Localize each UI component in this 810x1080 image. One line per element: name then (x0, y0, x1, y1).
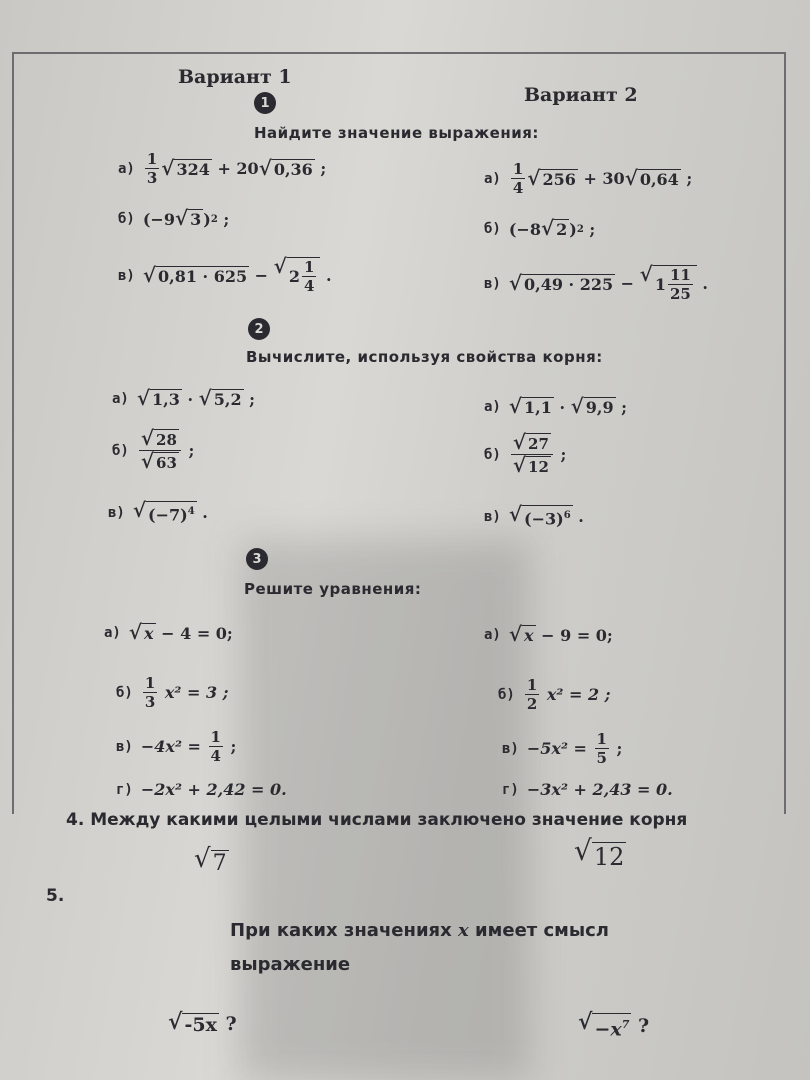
task5-expr1: √ -5x ? (168, 1009, 237, 1036)
task4-root2: √ 12 (574, 834, 625, 871)
task3-badge: 3 (246, 548, 268, 570)
task4-title: 4. Между какими целыми числами заключено значение корня (66, 810, 688, 830)
t3-v1-a: а) √ x − 4 = 0; (104, 620, 233, 644)
task1-badge: 1 (254, 92, 276, 114)
t1-v2-a: а) $\frac{1}{4}$ √ 256 + 30 √ 0,64 ; (484, 160, 693, 197)
t2-v1-c: в) √ $(-7)^4$ . (108, 498, 208, 525)
t3-v2-b: б) $\frac{1}{2}$ x² = 2 ; (498, 676, 611, 713)
t3-v1-b: б) $\frac{1}{3}$ x² = 3 ; (116, 674, 229, 711)
task2-badge: 2 (248, 318, 270, 340)
t2-v2-c: в) √ $(-3)^6$ . (484, 502, 584, 529)
t1-v2-c: в) √ 0,49 · 225 − √ 1 $\frac{11}{25}$ . (484, 262, 708, 303)
task5-line1: При каких значениях x имеет смысл (230, 920, 609, 941)
variant1-title: Вариант 1 (178, 66, 292, 88)
t3-v2-d: г) −3x² + 2,43 = 0. (502, 780, 673, 799)
task5-line2: выражение (230, 954, 351, 975)
t3-v1-d: г) −2x² + 2,42 = 0. (116, 780, 287, 799)
task5-expr2: √ $-x^7$ ? (578, 1009, 650, 1041)
t3-v2-c: в) −5x² = $\frac{1}{5}$ ; (502, 730, 623, 767)
t2-v1-a: а) √ 1,3 · √ 5,2 ; (112, 386, 256, 410)
t1-v1-c: в) √ 0,81 · 625 − √ 2 $\frac{1}{4}$ . (118, 254, 332, 295)
t2-v1-b: б) √ 28 √ 63 ; (112, 426, 195, 473)
task5-number: 5. (46, 886, 65, 906)
t3-v2-a: а) √ x − 9 = 0; (484, 622, 613, 646)
task1-title: Найдите значение выражения: (254, 124, 539, 142)
t1-v2-b: б) (−8 √ 2 ) 2 ; (484, 216, 596, 240)
variant2-title: Вариант 2 (524, 84, 638, 106)
task4-root1: √ 7 (194, 844, 227, 876)
task3-title: Решите уравнения: (244, 580, 422, 598)
t2-v2-b: б) √ 27 √ 12 ; (484, 430, 567, 477)
t1-v1-b: б) (−9 √ 3 ) 2 ; (118, 206, 230, 230)
t2-v2-a: а) √ 1,1 · √ 9,9 ; (484, 394, 628, 418)
t3-v1-c: в) −4x² = $\frac{1}{4}$ ; (116, 728, 237, 765)
task2-title: Вычислите, используя свойства корня: (246, 348, 603, 366)
t1-v1-a: а) $\frac{1}{3}$ √ 324 + 20 √ 0,36 ; (118, 150, 327, 187)
